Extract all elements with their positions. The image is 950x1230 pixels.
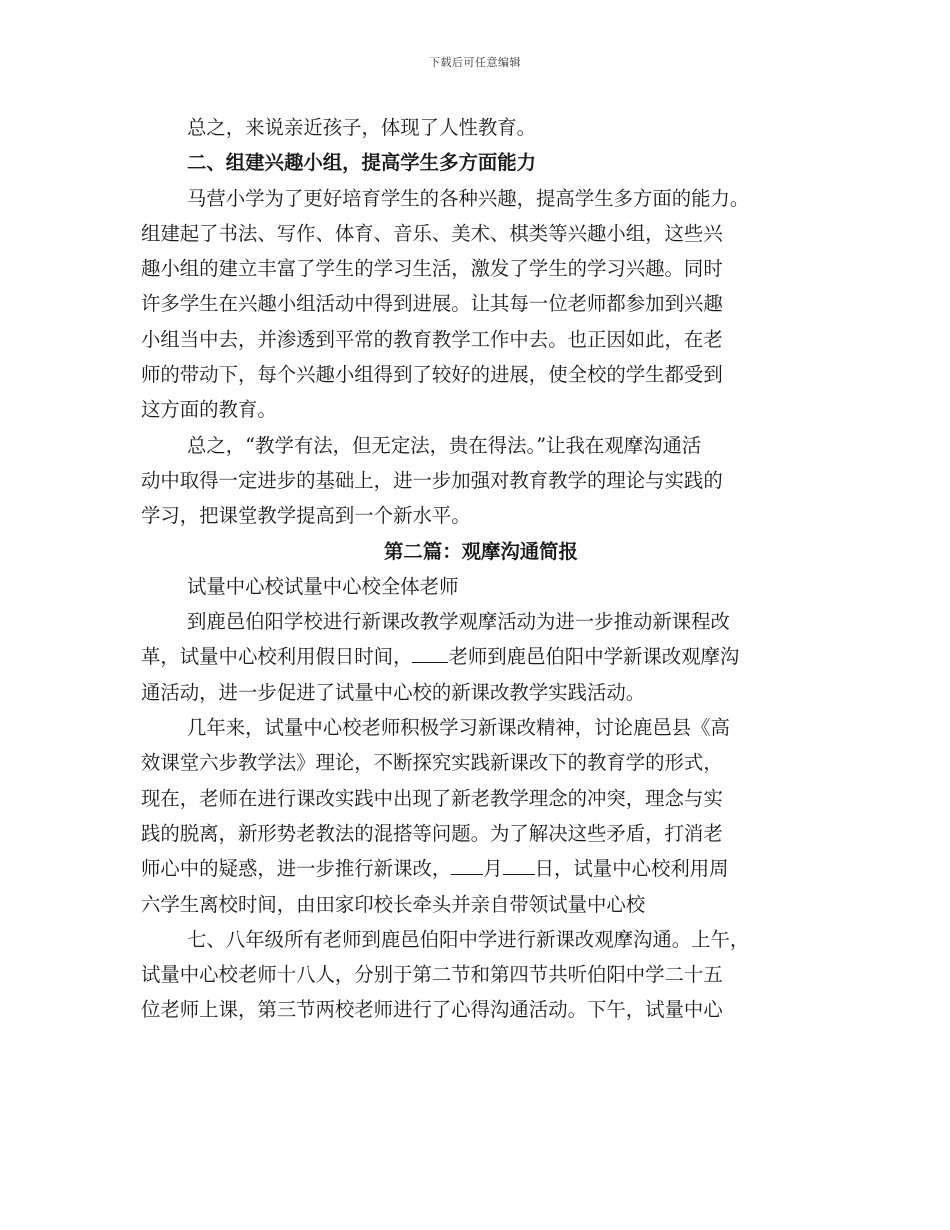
- paragraph-line-with-blank: [141, 851, 821, 886]
- paragraph-line: 小组当中去，并渗透到平常的教育教学工作中去。也正因如此，在老: [141, 327, 723, 351]
- paragraph-line: 师的带动下，每个兴趣小组得到了较好的进展，使全校的学生都受到: [141, 363, 723, 387]
- paragraph-line: 七、八年级所有老师到鹿邑伯阳中学进行新课改观摩沟通。上午，: [187, 927, 750, 951]
- text-segment: 师心中的疑惑，进一步推行新课改，: [141, 857, 452, 881]
- fill-in-blank: [451, 852, 483, 875]
- paragraph-line-with-blank: [141, 639, 821, 674]
- paragraph-line: 六学生离校时间，由田家印校长牵头并亲自带领试量中心校: [141, 892, 646, 916]
- paragraph-line: 趣小组的建立丰富了学生的学习生活，激发了学生的学习兴趣。同时: [141, 257, 723, 281]
- page-header: 下载后可任意编辑: [429, 56, 521, 69]
- document-body: [141, 110, 821, 1028]
- fill-in-blank: [503, 852, 535, 875]
- paragraph-line: 组建起了书法、写作、体育、音乐、美术、棋类等兴趣小组，这些兴: [141, 221, 723, 245]
- fill-in-blank: [412, 640, 448, 663]
- chapter-title: 第二篇：观摩沟通简报: [384, 539, 578, 563]
- paragraph-line: 试量中心校试量中心校全体老师: [187, 574, 459, 598]
- paragraph-line: 这方面的教育。: [141, 398, 277, 422]
- text-segment: 老师到鹿邑伯阳中学新课改观摩沟: [448, 645, 740, 669]
- paragraph-line: 践的脱离，新形势老教法的混搭等问题。为了解决这些矛盾，打消老: [141, 821, 723, 845]
- text-segment: 日，试量中心校利用周: [534, 857, 729, 881]
- paragraph-line: 位老师上课，第三节两校老师进行了心得沟通活动。下午，试量中心: [141, 998, 723, 1022]
- paragraph-line: 马营小学为了更好培育学生的各种兴趣，提高学生多方面的能力。: [187, 186, 750, 210]
- paragraph-line: 动中取得一定进步的基础上，进一步加强对教育教学的理论与实践的: [141, 468, 723, 492]
- paragraph-line: 学习，把课堂教学提高到一个新水平。: [141, 504, 471, 528]
- text-segment: 革，试量中心校利用假日时间，: [141, 645, 413, 669]
- paragraph-line: 总之，来说亲近孩子，体现了人性教育。: [187, 116, 537, 139]
- paragraph-line: 通活动，进一步促进了试量中心校的新课改教学实践活动。: [141, 680, 646, 704]
- section-heading: 二、组建兴趣小组，提高学生多方面能力: [187, 151, 537, 175]
- paragraph-line: 现在，老师在进行课改实践中出现了新老教学理念的冲突，理念与实: [141, 786, 723, 810]
- paragraph-line: 许多学生在兴趣小组活动中得到进展。让其每一位老师都参加到兴趣: [141, 292, 723, 316]
- text-segment: 月: [483, 857, 503, 881]
- paragraph-line: 到鹿邑伯阳学校进行新课改教学观摩活动为进一步推动新课程改: [187, 610, 730, 634]
- paragraph-line: 试量中心校老师十八人，分别于第二节和第四节共听伯阳中学二十五: [141, 963, 723, 987]
- paragraph-line: 效课堂六步教学法》理论，不断探究实践新课改下的教育学的形式，: [141, 751, 723, 775]
- paragraph-line: 几年来，试量中心校老师积极学习新课改精神，讨论鹿邑县《高: [187, 716, 730, 740]
- paragraph-line: 总之，“教学有法，但无定法，贵在得法。”让我在观摩沟通活: [187, 433, 702, 457]
